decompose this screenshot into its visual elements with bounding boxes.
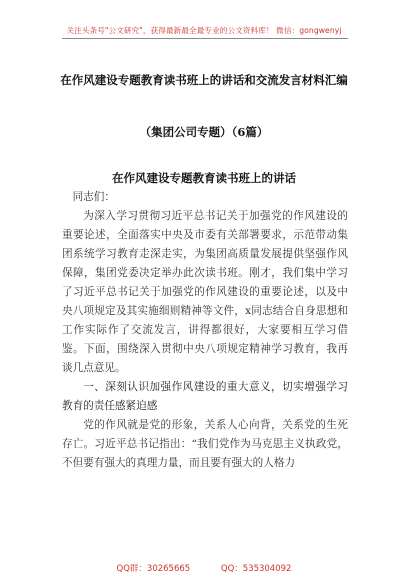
greeting: 同志们： [72, 191, 115, 203]
qq-group-text: QQ群：30265665 [116, 564, 191, 574]
header-divider [62, 38, 348, 39]
document-subtitle: （集团公司专题）（6篇） [139, 125, 269, 139]
speech-title: 在作风建设专题教育读书班上的讲话 [112, 171, 296, 185]
document-body [62, 188, 348, 473]
footer-contact [0, 562, 408, 574]
paragraph: 为深入学习贯彻习近平总书记关于加强党的作风建设的重要论述，全面落实中央及市委有关部署要求，示范带动集团系统学习教育走深走实，为集团高质量发展提供坚强作风保障，集团党委决定举办此次读书班。刚才，我们集中学习了习近平总书记关于加强党的作风建设的重要论述，以及中央八项规定及其实施细则精神等文件，x同志结合自身思想和工作实际作了交流发言，讲得都很好，大家要相互学习借鉴。下面，围绕深入贯彻中央八项规定精神学习教育，我再谈几点意见。 [62, 210, 348, 374]
paragraph: 党的作风就是党的形象，关系人心向背，关系党的生死存亡。习近平总书记指出：“我们党作为马克思主义执政党，不但要有强大的真理力量，而且要有强大的人格力 [62, 419, 348, 469]
top-banner: 关注头条号"公文研究"，获得最新最全最专业的公文资料库！ 微信：gongwenyj [66, 26, 342, 35]
qq-text: QQ：535304092 [220, 564, 292, 574]
section-heading: 一、深刻认识加强作风建设的重大意义，切实增强学习教育的责任感紧迫感 [62, 381, 348, 412]
document-title: 在作风建设专题教育读书班上的讲话和交流发言材料汇编 [60, 73, 348, 87]
